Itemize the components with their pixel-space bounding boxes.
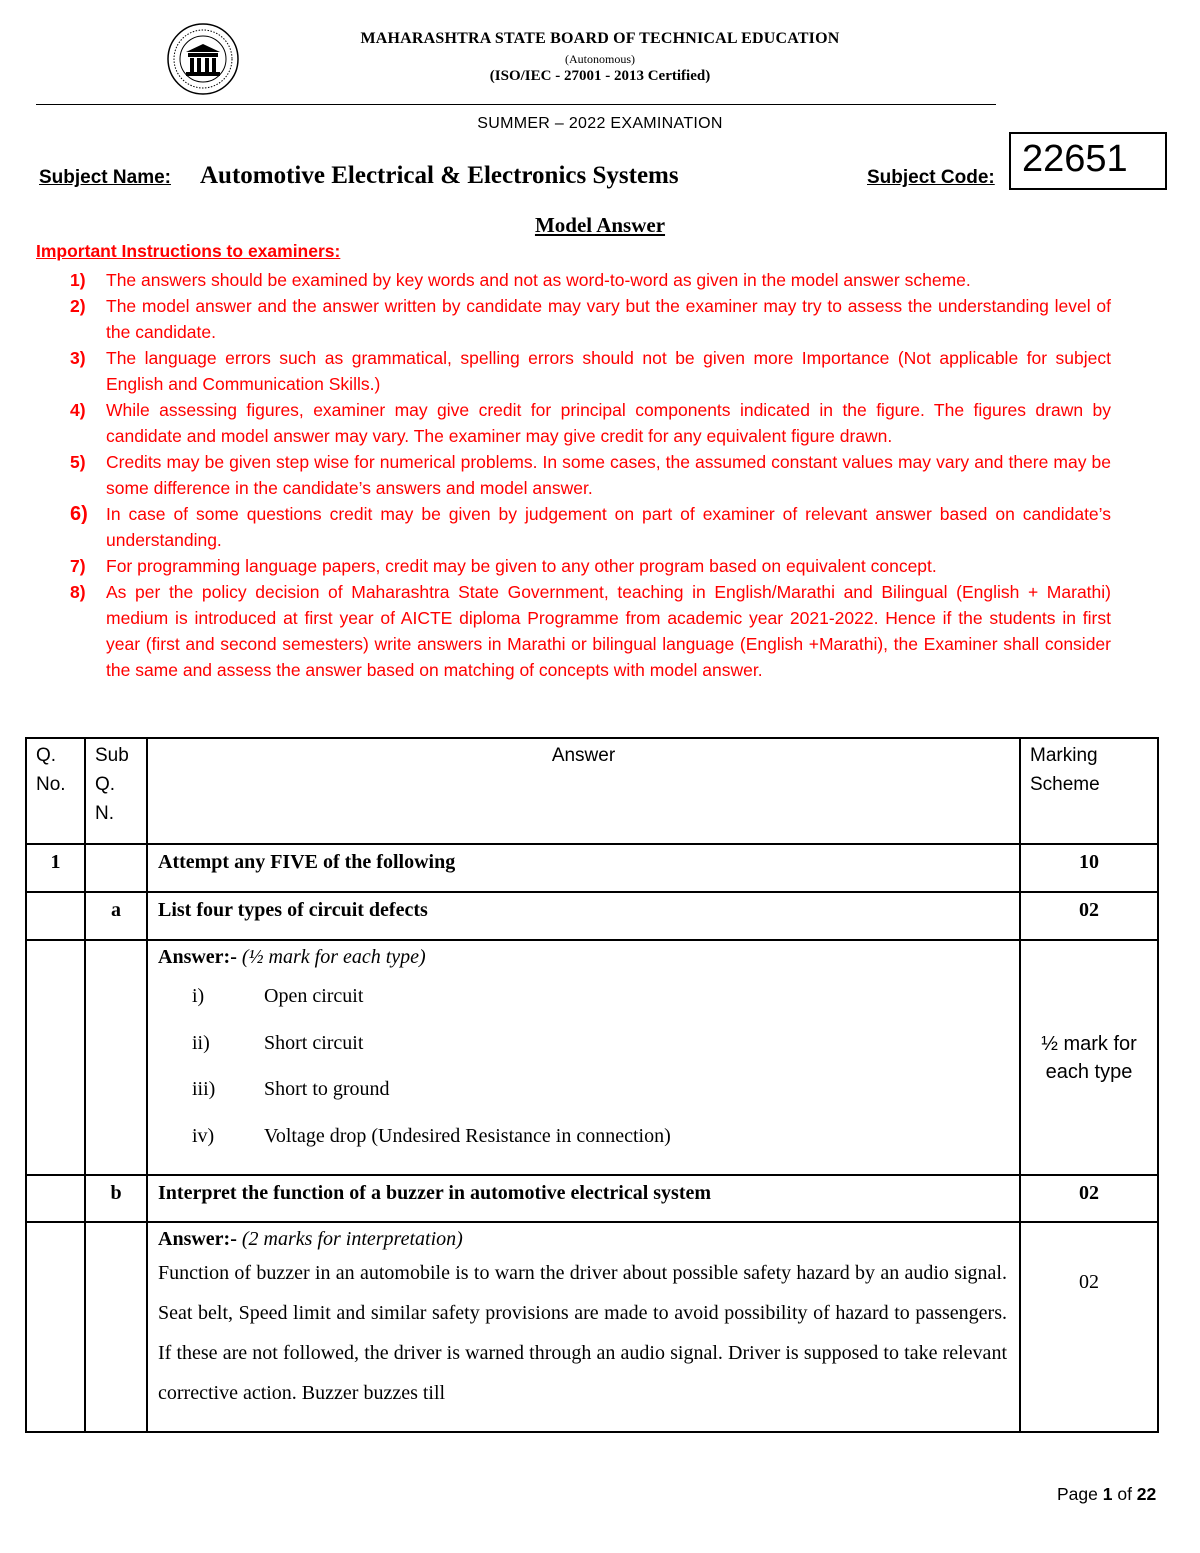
answer-table — [25, 737, 1159, 1433]
marking-header-line: Scheme — [1030, 774, 1100, 795]
instruction-text: As per the policy decision of Maharashtra State Government, teaching in English/Marathi and Bilingual (English + Marathi) medium is introduced at first year of AICTE diploma Programme from academic year 2021-2022. Hence if the students in first year (first and second semesters) write answers in Marathi or bilingual language (English +Marathi), the Examiner shall consider the same and assess the answer based on matching of concepts with model answer. — [106, 582, 1111, 680]
instruction-text: Credits may be given step wise for numerical problems. In some cases, the assumed constant values may vary and there may be some difference in the candidate’s answers and model answer. — [106, 452, 1111, 498]
iso-certification: (ISO/IEC - 27001 - 2013 Certified) — [489, 68, 711, 84]
qno-header-line: Q. — [36, 745, 57, 766]
instruction-item — [36, 553, 1111, 579]
subq-number: a — [85, 892, 147, 940]
mark-note-line: each type — [1045, 1060, 1133, 1083]
autonomous-label: (Autonomous) — [565, 52, 635, 66]
question-marks: 02 — [1020, 1175, 1158, 1222]
instruction-text: While assessing figures, examiner may give credit for principal components indicated in the figure. The figures drawn by candidate and model answer may vary. The examiner may give credit for any equivalent figure drawn. — [106, 400, 1111, 446]
qno-header — [26, 738, 85, 844]
mark-note-line: ½ mark for — [1041, 1032, 1137, 1055]
list-item-number: i) — [192, 985, 205, 1007]
instruction-text: The answers should be examined by key words and not as word-to-word as given in the model answer scheme. — [106, 270, 971, 290]
answer-label: Answer:- — [158, 946, 237, 968]
page-number: 1 — [1102, 1484, 1113, 1504]
defect-list — [158, 971, 1009, 1159]
instruction-item — [36, 501, 1111, 553]
instructions-heading: Important Instructions to examiners: — [36, 241, 341, 261]
exam-title: SUMMER – 2022 EXAMINATION — [477, 115, 723, 132]
subq-header — [85, 738, 147, 844]
answer-cell — [147, 1222, 1020, 1432]
instruction-item — [36, 397, 1111, 449]
qno-header-line: No. — [36, 774, 66, 795]
subject-code: 22651 — [1022, 138, 1128, 180]
question-text: List four types of circuit defects — [147, 892, 1020, 940]
list-item-number: iii) — [192, 1078, 216, 1100]
list-item — [158, 1113, 1009, 1160]
question-marks: 10 — [1020, 844, 1158, 892]
q-cell-empty — [26, 1175, 85, 1222]
page-footer — [1057, 1484, 1156, 1505]
instruction-text: For programming language papers, credit may be given to any other program based on equivalent concept. — [106, 556, 937, 576]
subq-cell-empty — [85, 940, 147, 1175]
q-cell-empty — [26, 940, 85, 1175]
answer-header-text: Answer — [551, 745, 616, 766]
list-item-text: Short to ground — [264, 1078, 390, 1100]
instructions-list — [36, 267, 1111, 683]
q-number: 1 — [26, 844, 85, 892]
marking-header — [1020, 738, 1158, 844]
mark-note-cell — [1020, 940, 1158, 1175]
q-cell-empty — [26, 892, 85, 940]
answer-title — [158, 1223, 1009, 1253]
subq-cell-empty — [85, 844, 147, 892]
answer-note: (2 marks for interpretation) — [236, 1228, 463, 1250]
instruction-number: 2) — [70, 296, 86, 316]
instruction-number: 8) — [70, 582, 86, 602]
list-item — [158, 973, 1009, 1020]
of-word: of — [1112, 1484, 1137, 1504]
page-total: 22 — [1136, 1484, 1157, 1504]
subject-code-label: Subject Code: — [867, 167, 995, 188]
answer-header — [147, 738, 1020, 844]
subq-header-line: Sub — [95, 745, 129, 766]
instruction-number: 3) — [70, 348, 86, 368]
table-row-q1b-answer — [26, 1222, 1158, 1432]
subq-header-line: Q. — [95, 774, 116, 795]
instruction-item — [36, 579, 1111, 683]
instruction-number: 6) — [70, 503, 88, 525]
subject-name-label: Subject Name: — [39, 167, 171, 188]
question-text: Interpret the function of a buzzer in automotive electrical system — [147, 1175, 1020, 1222]
subject-name: Automotive Electrical & Electronics Systems — [200, 162, 679, 189]
list-item-text: Voltage drop (Undesired Resistance in connection) — [264, 1124, 671, 1147]
list-item-text: Short circuit — [264, 1031, 364, 1054]
instruction-text: In case of some questions credit may be given by judgement on part of examiner of relevant answer based on candidate’s understanding. — [106, 504, 1111, 550]
q-cell-empty — [26, 1222, 85, 1432]
answer-label: Answer:- — [158, 1228, 237, 1250]
instruction-number: 1) — [70, 270, 86, 290]
board-name: MAHARASHTRA STATE BOARD OF TECHNICAL EDUCATION — [360, 30, 840, 47]
question-marks: 02 — [1020, 892, 1158, 940]
answer-marks: 02 — [1020, 1222, 1158, 1432]
answer-cell — [147, 940, 1020, 1175]
table-row-q1 — [26, 844, 1158, 892]
list-item — [158, 1066, 1009, 1113]
instruction-item — [36, 293, 1111, 345]
instruction-item — [36, 267, 1111, 293]
subq-number: b — [85, 1175, 147, 1222]
question-text: Attempt any FIVE of the following — [147, 844, 1020, 892]
list-item — [158, 1020, 1009, 1067]
instruction-number: 4) — [70, 400, 86, 420]
list-item-text: Open circuit — [264, 985, 364, 1007]
header-divider — [36, 104, 996, 105]
list-item-number: iv) — [192, 1124, 215, 1147]
subq-header-line: N. — [95, 803, 114, 824]
list-item-number: ii) — [192, 1031, 210, 1054]
instruction-text: The model answer and the answer written by candidate may vary but the examiner may try to assess the understanding level of the candidate. — [106, 296, 1111, 342]
instruction-text: The language errors such as grammatical, spelling errors should not be given more Importance (Not applicable for subject English and Communication Skills.) — [106, 348, 1111, 394]
instruction-number: 5) — [70, 452, 86, 472]
marking-header-line: Marking — [1030, 745, 1098, 766]
page-word: Page — [1057, 1484, 1103, 1504]
table-row-q1b — [26, 1175, 1158, 1222]
table-row-q1a — [26, 892, 1158, 940]
subq-cell-empty — [85, 1222, 147, 1432]
model-answer-heading: Model Answer — [534, 213, 666, 237]
table-header-row — [26, 738, 1158, 844]
instruction-item — [36, 345, 1111, 397]
instruction-item — [36, 449, 1111, 501]
answer-title — [158, 941, 1009, 971]
answer-note: (½ mark for each type) — [236, 946, 426, 968]
table-row-q1a-answer — [26, 940, 1158, 1175]
answer-paragraph: Function of buzzer in an automobile is to warn the driver about possible safety hazard by an audio signal. Seat belt, Speed limit and similar safety provisions are made to avoid possibility of hazard to passengers. If these are not followed, the driver is warned through an audio signal. Driver is supposed to take relevant corrective action. Buzzer buzzes till — [158, 1262, 1007, 1404]
instruction-number: 7) — [70, 556, 86, 576]
